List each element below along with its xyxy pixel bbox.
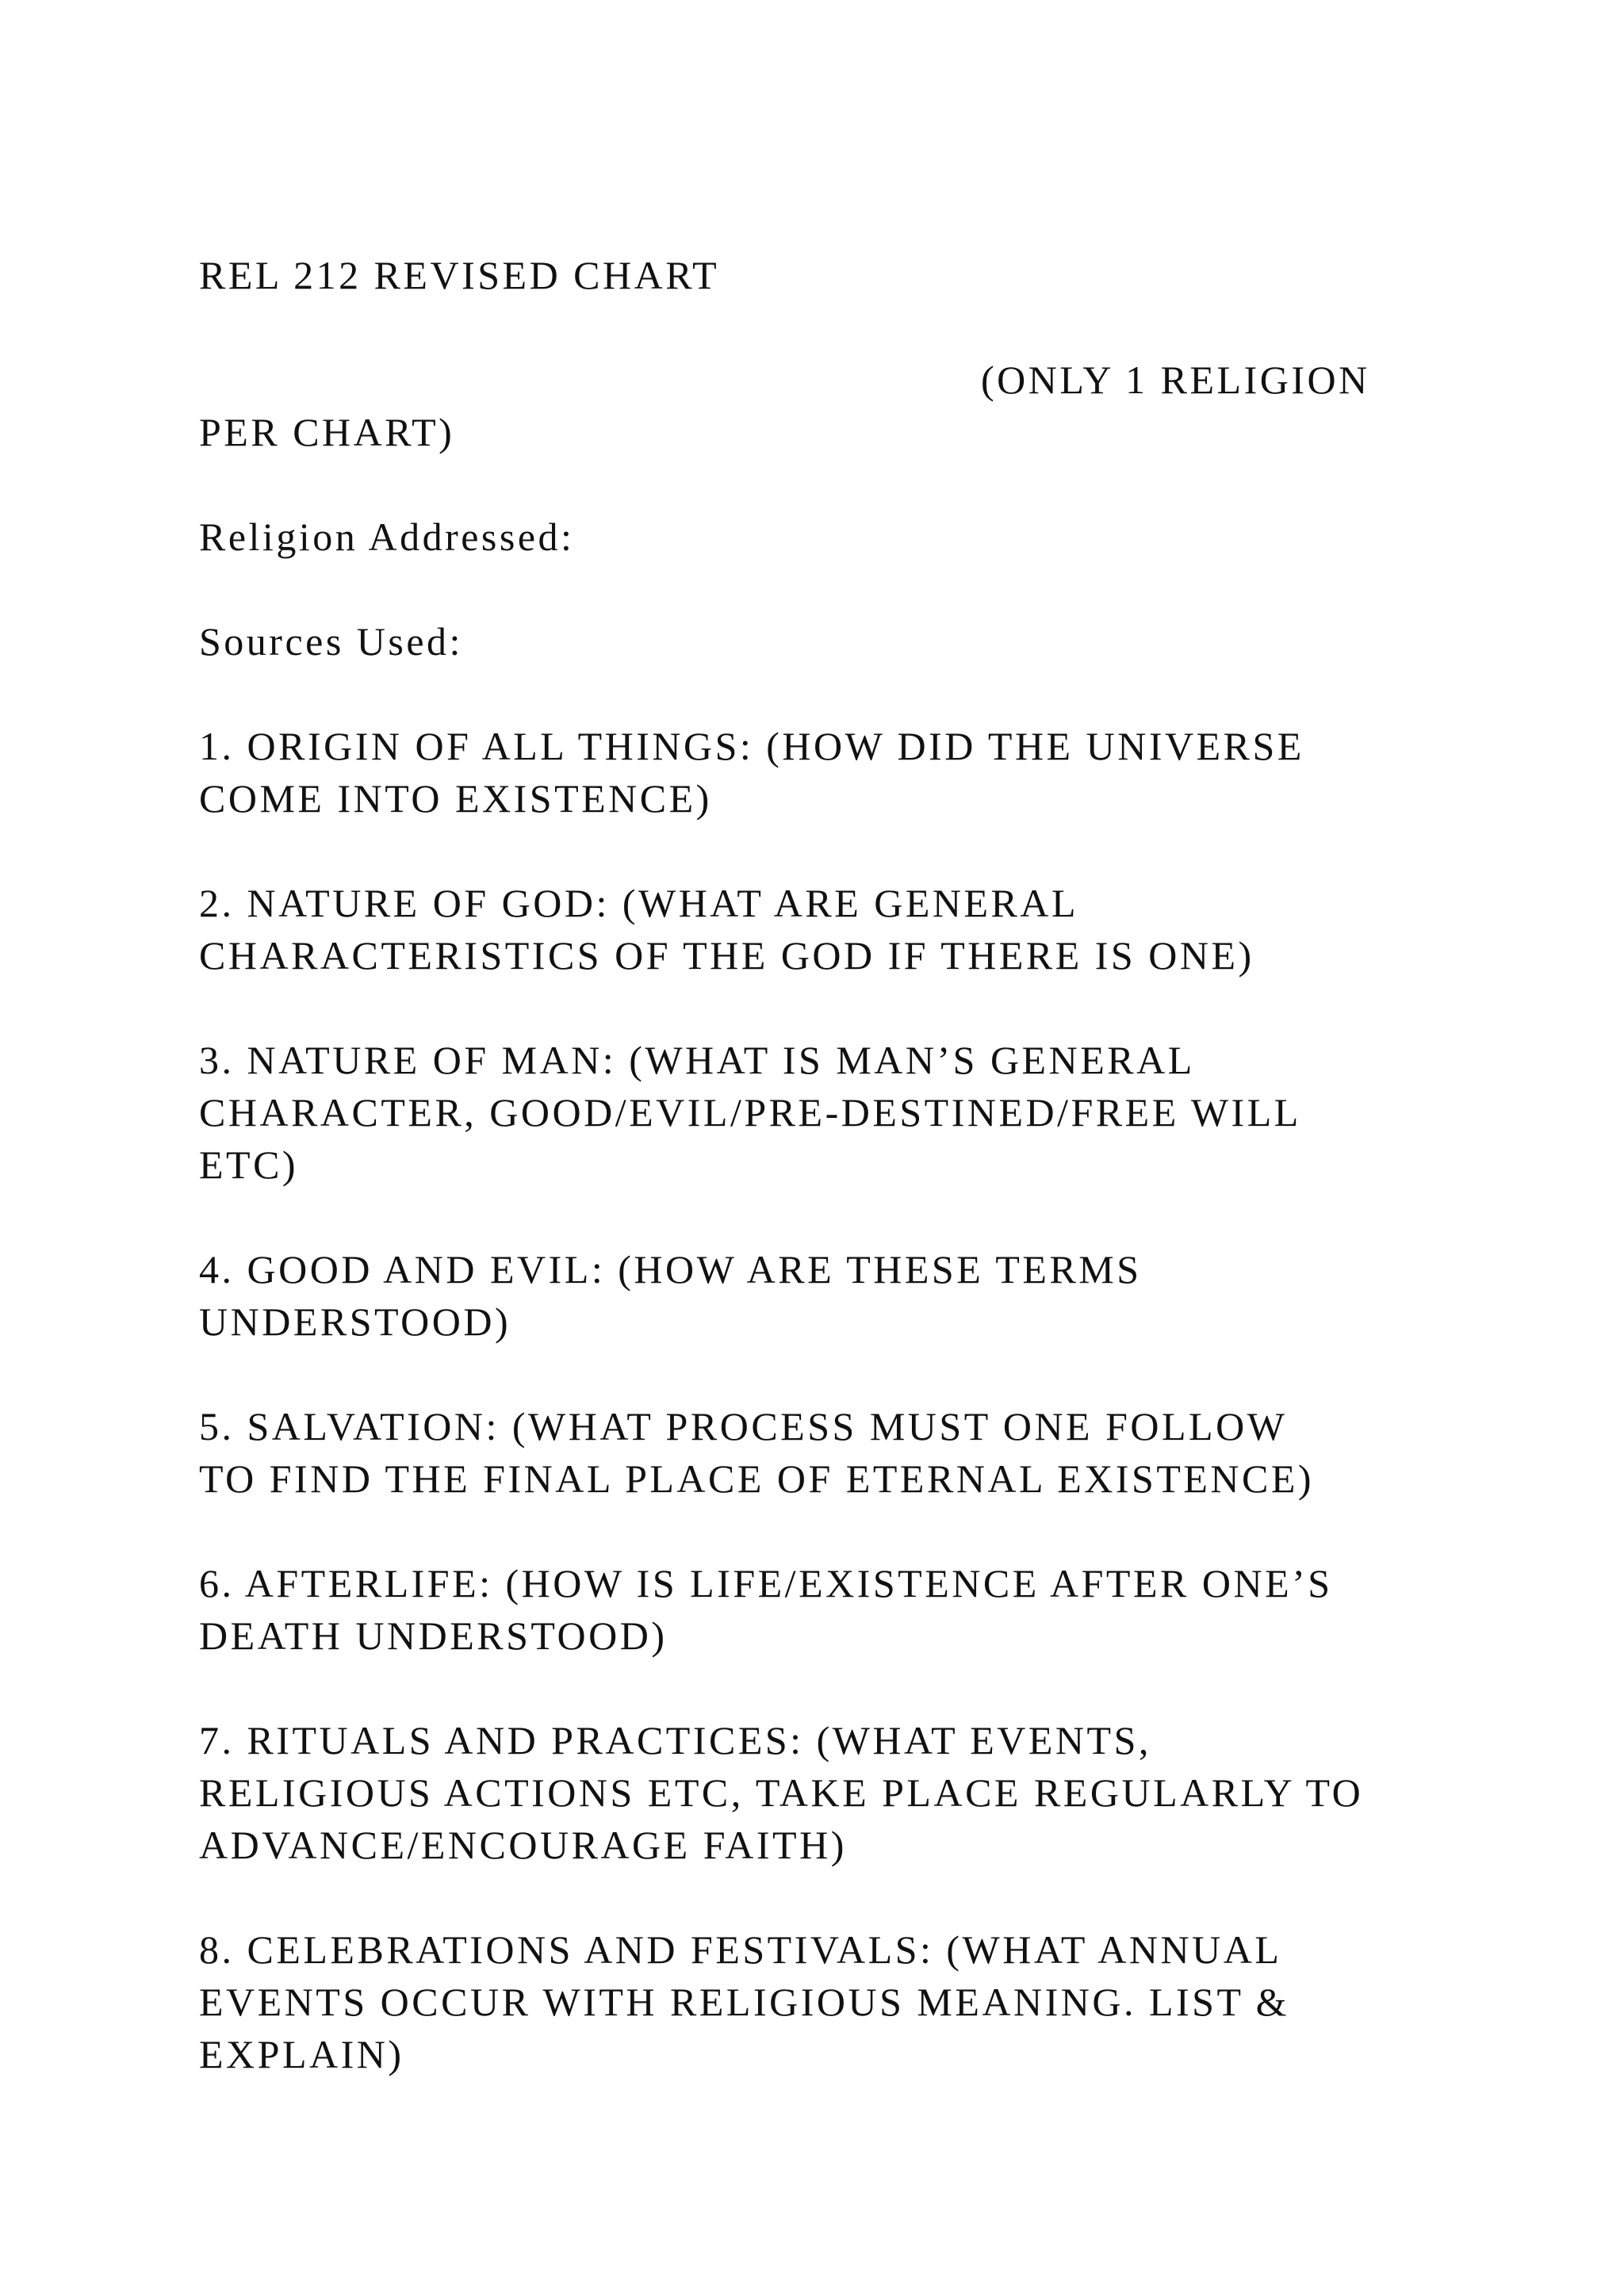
item-1-line-1: 1. ORIGIN OF ALL THINGS: (HOW DID THE UNIVERSE [199, 724, 1304, 768]
item-8-line-3: EXPLAIN) [199, 2032, 404, 2076]
chart-note-line-2: PER CHART) [199, 410, 455, 454]
item-6-line-1: 6. AFTERLIFE: (HOW IS LIFE/EXISTENCE AFTER ONE’S [199, 1561, 1333, 1605]
item-8-line-1: 8. CELEBRATIONS AND FESTIVALS: (WHAT ANNUAL [199, 1927, 1282, 1972]
item-6-line-2: DEATH UNDERSTOOD) [199, 1613, 668, 1658]
item-5-line-2: TO FIND THE FINAL PLACE OF ETERNAL EXISTENCE) [199, 1456, 1315, 1501]
chart-note-line-1: (ONLY 1 RELIGION [981, 358, 1370, 402]
item-7-line-1: 7. RITUALS AND PRACTICES: (WHAT EVENTS, [199, 1718, 1151, 1762]
item-2-line-2: CHARACTERISTICS OF THE GOD IF THERE IS ONE) [199, 933, 1254, 978]
item-5-line-1: 5. SALVATION: (WHAT PROCESS MUST ONE FOLLOW [199, 1404, 1288, 1448]
religion-addressed-label: Religion Addressed: [199, 515, 575, 559]
item-1-line-2: COME INTO EXISTENCE) [199, 776, 712, 821]
item-4-line-1: 4. GOOD AND EVIL: (HOW ARE THESE TERMS [199, 1247, 1142, 1292]
item-8-line-2: EVENTS OCCUR WITH RELIGIOUS MEANING. LIST & [199, 1980, 1289, 2024]
item-2-line-1: 2. NATURE OF GOD: (WHAT ARE GENERAL [199, 881, 1079, 925]
item-4-line-2: UNDERSTOOD) [199, 1299, 511, 1344]
item-3-line-2: CHARACTER, GOOD/EVIL/PRE-DESTINED/FREE WILL [199, 1090, 1301, 1135]
sources-used-label: Sources Used: [199, 619, 463, 664]
item-3-line-3: ETC) [199, 1142, 299, 1187]
item-7-line-2: RELIGIOUS ACTIONS ETC, TAKE PLACE REGULARLY TO [199, 1770, 1364, 1815]
document-title: REL 212 REVISED CHART [199, 253, 720, 297]
item-3-line-1: 3. NATURE OF MAN: (WHAT IS MAN’S GENERAL [199, 1038, 1195, 1082]
item-7-line-3: ADVANCE/ENCOURAGE FAITH) [199, 1823, 847, 1867]
